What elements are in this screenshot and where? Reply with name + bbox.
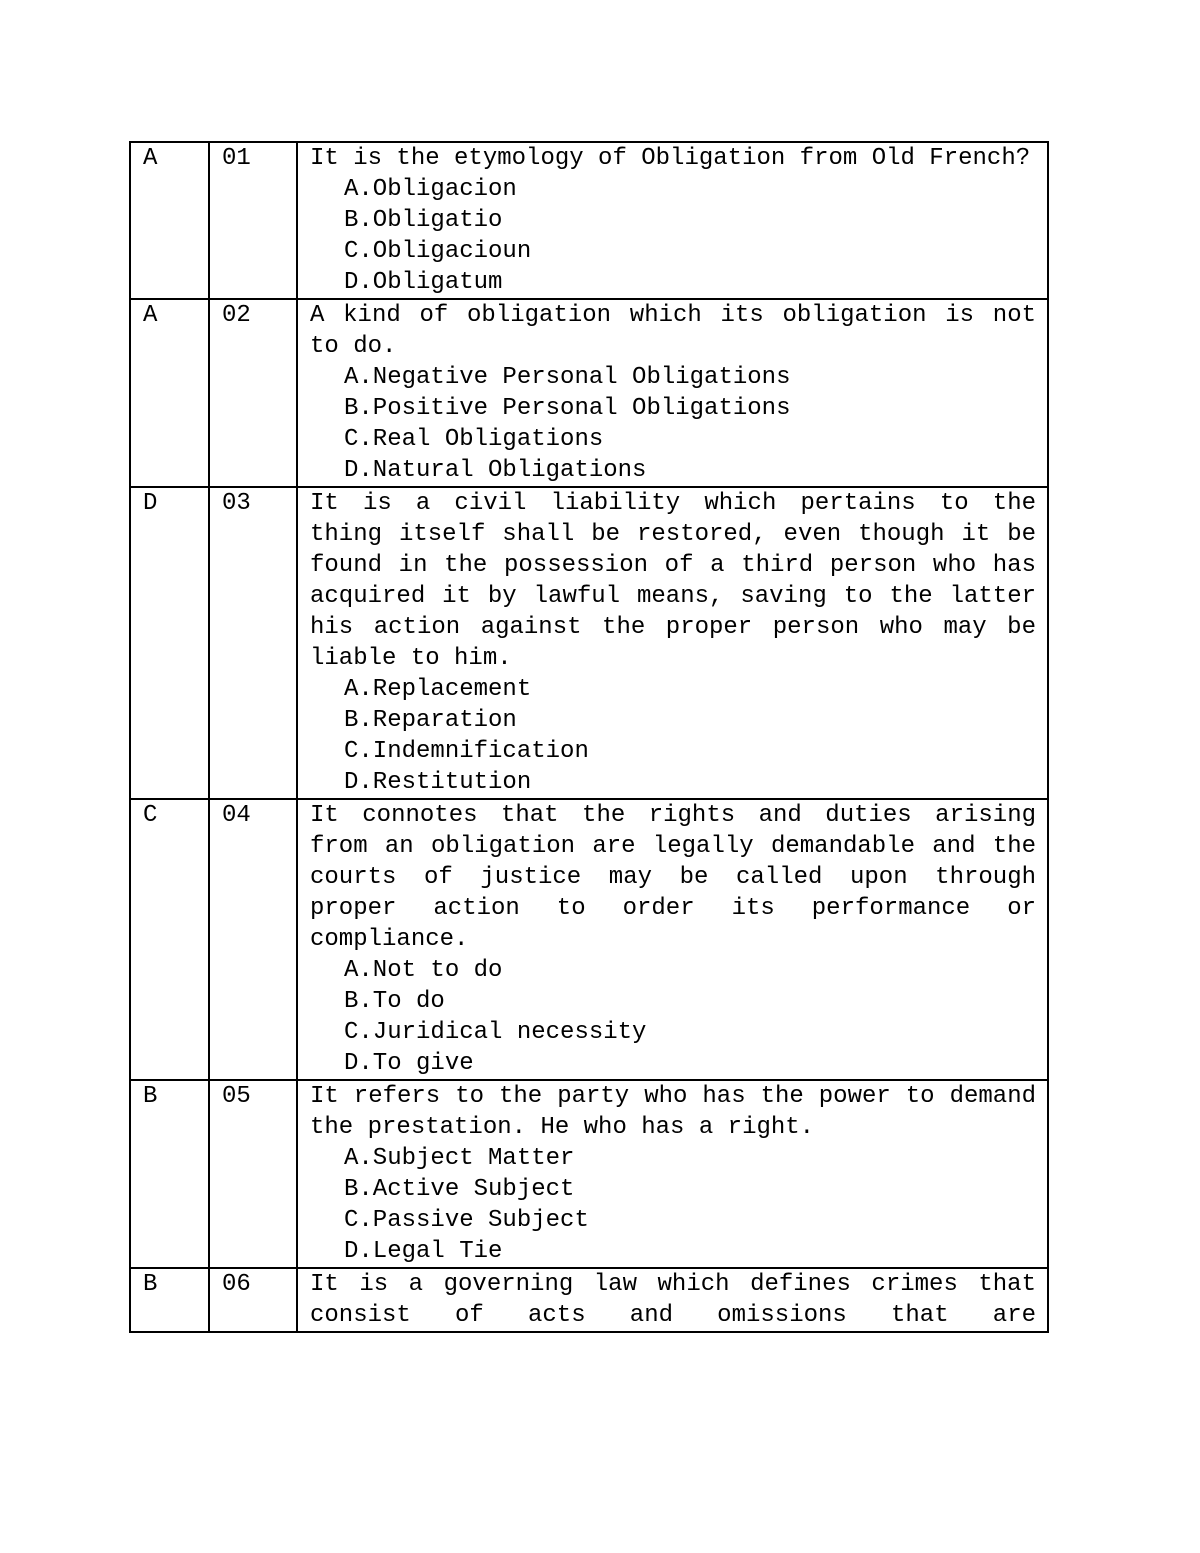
option-item: C.Juridical necessity xyxy=(344,1019,647,1046)
question-row xyxy=(130,1268,1048,1332)
question-number-cell: 05 xyxy=(209,1080,297,1268)
answer-cell: C xyxy=(130,799,209,1080)
answer-cell: A xyxy=(130,142,209,299)
question-row xyxy=(130,1080,1048,1268)
answer-cell: B xyxy=(130,1268,209,1332)
question-text: A kind of obligation which its obligation is not to do. xyxy=(310,302,1036,360)
question-cell xyxy=(297,142,1048,299)
question-row xyxy=(130,799,1048,1080)
option-item: A.Obligacion xyxy=(344,176,517,203)
question-number-cell: 06 xyxy=(209,1268,297,1332)
option-item: B.Positive Personal Obligations xyxy=(344,395,791,422)
options-list xyxy=(310,955,1036,1079)
option-item: D.To give xyxy=(344,1050,474,1077)
option-item: B.Reparation xyxy=(344,707,517,734)
option-item: C.Real Obligations xyxy=(344,426,604,453)
question-row xyxy=(130,299,1048,487)
options-list xyxy=(310,174,1036,298)
question-cell xyxy=(297,299,1048,487)
answer-cell: D xyxy=(130,487,209,799)
question-text: It refers to the party who has the power to demand the prestation. He who has a right. xyxy=(310,1083,1036,1141)
question-text: It connotes that the rights and duties arising from an obligation are legally demandable and the courts of justice may be called upon through proper action to order its performance or compliance. xyxy=(310,802,1036,953)
question-number-cell: 02 xyxy=(209,299,297,487)
option-item: C.Indemnification xyxy=(344,738,589,765)
question-row xyxy=(130,487,1048,799)
question-number-cell: 03 xyxy=(209,487,297,799)
option-item: A.Replacement xyxy=(344,676,532,703)
question-number-cell: 04 xyxy=(209,799,297,1080)
question-cell xyxy=(297,799,1048,1080)
option-item: B.To do xyxy=(344,988,445,1015)
question-number-cell: 01 xyxy=(209,142,297,299)
options-list xyxy=(310,1143,1036,1267)
question-text: It is a governing law which defines crimes that consist of acts and omissions that are xyxy=(310,1271,1036,1329)
option-item: A.Negative Personal Obligations xyxy=(344,364,791,391)
question-cell xyxy=(297,1268,1048,1332)
option-item: C.Obligacioun xyxy=(344,238,532,265)
option-item: C.Passive Subject xyxy=(344,1207,589,1234)
option-item: A.Not to do xyxy=(344,957,503,984)
question-text: It is a civil liability which pertains to the thing itself shall be restored, even though it be found in the possession of a third person who has acquired it by lawful means, saving to the latter his action against the proper person who may be liable to him. xyxy=(310,490,1036,672)
question-cell xyxy=(297,1080,1048,1268)
option-item: D.Restitution xyxy=(344,769,532,796)
option-item: D.Obligatum xyxy=(344,269,503,296)
answer-key-body xyxy=(130,142,1048,1332)
option-item: D.Legal Tie xyxy=(344,1238,503,1265)
option-item: B.Active Subject xyxy=(344,1176,575,1203)
question-row xyxy=(130,142,1048,299)
option-item: A.Subject Matter xyxy=(344,1145,575,1172)
question-cell xyxy=(297,487,1048,799)
option-item: B.Obligatio xyxy=(344,207,503,234)
options-list xyxy=(310,362,1036,486)
answer-cell: A xyxy=(130,299,209,487)
answer-key-table xyxy=(129,141,1049,1333)
options-list xyxy=(310,674,1036,798)
question-text: It is the etymology of Obligation from Old French? xyxy=(310,145,1031,172)
answer-cell: B xyxy=(130,1080,209,1268)
option-item: D.Natural Obligations xyxy=(344,457,647,484)
